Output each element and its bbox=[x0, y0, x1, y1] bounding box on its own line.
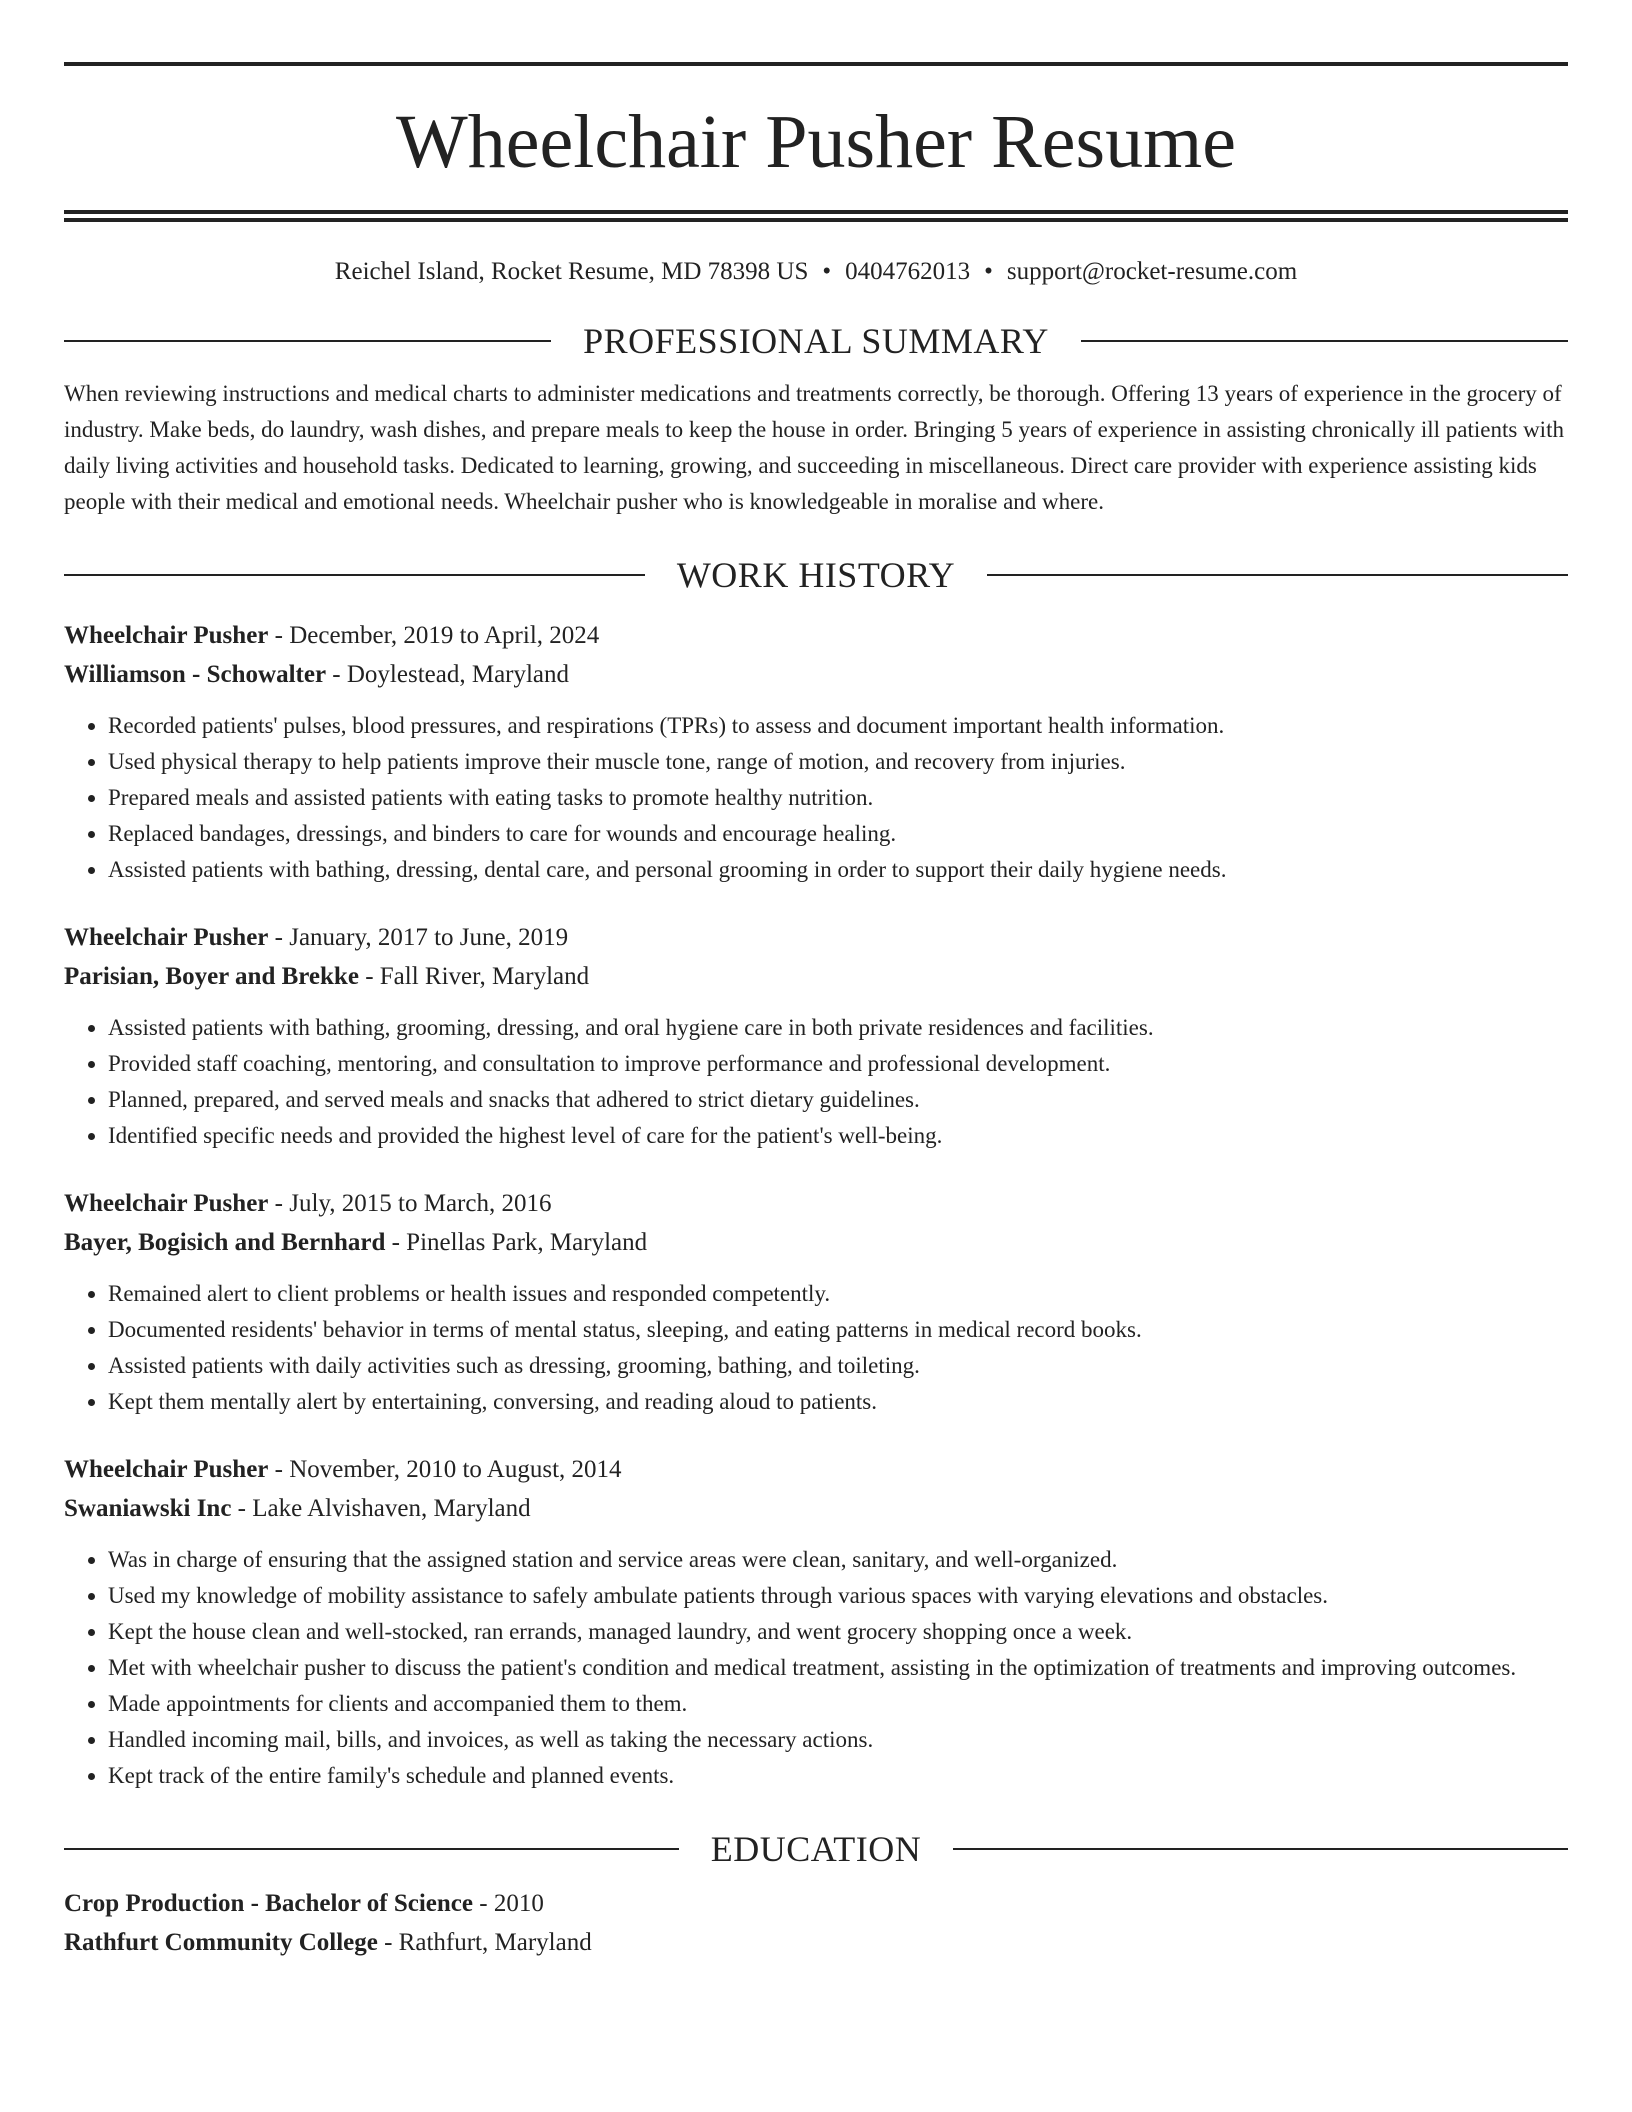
education-degree: Crop Production - Bachelor of Science bbox=[64, 1890, 473, 1917]
job-duty-item: • Recorded patients' pulses, blood pressures, and respirations (TPRs) to assess and document important health information. bbox=[108, 708, 1568, 744]
job-duties-list bbox=[64, 1276, 1568, 1420]
resume-title: Wheelchair Pusher Resume bbox=[396, 100, 1236, 184]
education-section-heading bbox=[64, 1828, 1568, 1870]
job-dates: - January, 2017 to June, 2019 bbox=[268, 924, 569, 951]
heading-rule-left bbox=[64, 340, 551, 342]
job-title: Wheelchair Pusher bbox=[64, 1190, 269, 1217]
job-title: Wheelchair Pusher bbox=[64, 622, 269, 649]
job-duty-item: • Used physical therapy to help patients improve their muscle tone, range of motion, and recovery from injuries. bbox=[108, 744, 1568, 780]
job-duty-item: • Kept the house clean and well-stocked, ran errands, managed laundry, and went grocery shopping once a week. bbox=[108, 1614, 1568, 1650]
job-title: Wheelchair Pusher bbox=[64, 924, 269, 951]
contact-separator: • bbox=[984, 258, 993, 285]
education-heading: EDUCATION bbox=[710, 1829, 922, 1869]
summary-text: When reviewing instructions and medical charts to administer medications and treatments correctly, be thorough. Offering 13 years of experience in the grocery of industry. Make beds, do laundry, wash dishes, and prepare meals to keep the house in order. Bringing 5 years of experience in assisting chronically ill patients with daily living activities and household tasks. Dedicated to learning, growing, and succeeding in miscellaneous. Direct care provider with experience assisting kids people with their medical and emotional needs. Wheelchair pusher who is knowledgeable in moralise and where. bbox=[64, 381, 1564, 514]
education-school-line bbox=[64, 1923, 1568, 1962]
contact-separator: • bbox=[822, 258, 832, 285]
job-entry bbox=[64, 1450, 1568, 1794]
heading-rule-right bbox=[987, 574, 1568, 576]
job-entry bbox=[64, 616, 1568, 888]
contact-address: Reichel Island, Rocket Resume, MD 78398 US bbox=[334, 258, 809, 285]
job-duties-list bbox=[64, 1542, 1568, 1794]
job-location: - Pinellas Park, Maryland bbox=[385, 1229, 648, 1256]
job-duty-item: • Was in charge of ensuring that the assigned station and service areas were clean, sanitary, and well-organized. bbox=[108, 1542, 1568, 1578]
job-duty-item: • Handled incoming mail, bills, and invoices, as well as taking the necessary actions. bbox=[108, 1722, 1568, 1758]
job-location: - Lake Alvishaven, Maryland bbox=[231, 1495, 531, 1522]
job-duty-item: • Remained alert to client problems or health issues and responded competently. bbox=[108, 1276, 1568, 1312]
job-duty-item: • Made appointments for clients and accompanied them to them. bbox=[108, 1686, 1568, 1722]
job-company-line bbox=[64, 655, 1568, 694]
job-duty-item: • Assisted patients with bathing, dressing, dental care, and personal grooming in order to support their daily hygiene needs. bbox=[108, 852, 1568, 888]
job-duty-item: • Documented residents' behavior in terms of mental status, sleeping, and eating patterns in medical record books. bbox=[108, 1312, 1568, 1348]
contact-email: support@rocket-resume.com bbox=[1006, 258, 1298, 285]
job-company-line bbox=[64, 1223, 1568, 1262]
job-title: Wheelchair Pusher bbox=[64, 1456, 269, 1483]
education-school: Rathfurt Community College bbox=[64, 1929, 378, 1956]
job-duty-item: • Assisted patients with daily activities such as dressing, grooming, bathing, and toileting. bbox=[108, 1348, 1568, 1384]
job-duty-item: • Kept them mentally alert by entertaining, conversing, and reading aloud to patients. bbox=[108, 1384, 1568, 1420]
top-rule bbox=[64, 62, 1568, 66]
job-location: - Doylestead, Maryland bbox=[326, 661, 570, 688]
job-entry bbox=[64, 918, 1568, 1154]
summary-section-heading bbox=[64, 320, 1568, 362]
job-location: - Fall River, Maryland bbox=[358, 963, 590, 990]
job-title-line bbox=[64, 918, 1568, 957]
job-duty-item: • Assisted patients with bathing, grooming, dressing, and oral hygiene care in both private residences and facilities. bbox=[108, 1010, 1568, 1046]
contact-phone: 0404762013 bbox=[845, 258, 971, 285]
contact-line bbox=[64, 258, 1568, 286]
job-duty-item: • Prepared meals and assisted patients with eating tasks to promote healthy nutrition. bbox=[108, 780, 1568, 816]
job-duty-item: • Met with wheelchair pusher to discuss the patient's condition and medical treatment, assisting in the optimization of treatments and improving outcomes. bbox=[108, 1650, 1568, 1686]
job-company-line bbox=[64, 957, 1568, 996]
heading-rule-right bbox=[953, 1848, 1568, 1850]
job-company: Williamson - Schowalter bbox=[64, 661, 327, 688]
job-title-line bbox=[64, 1450, 1568, 1489]
job-duties-list bbox=[64, 708, 1568, 888]
job-dates: - November, 2010 to August, 2014 bbox=[268, 1456, 622, 1483]
job-company: Parisian, Boyer and Brekke bbox=[64, 963, 359, 990]
job-duty-item: • Used my knowledge of mobility assistance to safely ambulate patients through various spaces with varying elevations and obstacles. bbox=[108, 1578, 1568, 1614]
job-duties-list bbox=[64, 1010, 1568, 1154]
job-title-line bbox=[64, 616, 1568, 655]
job-dates: - July, 2015 to March, 2016 bbox=[268, 1190, 552, 1217]
job-duty-item: • Provided staff coaching, mentoring, and consultation to improve performance and professional development. bbox=[108, 1046, 1568, 1082]
job-list bbox=[64, 616, 1568, 1794]
heading-rule-left bbox=[64, 574, 645, 576]
title-double-rule bbox=[64, 210, 1568, 222]
job-title-line bbox=[64, 1184, 1568, 1223]
education-entry bbox=[64, 1884, 1568, 1962]
work-section-heading bbox=[64, 554, 1568, 596]
job-dates: - December, 2019 to April, 2024 bbox=[268, 622, 600, 649]
job-duty-item: • Planned, prepared, and served meals and snacks that adhered to strict dietary guidelines. bbox=[108, 1082, 1568, 1118]
job-company: Bayer, Bogisich and Bernhard bbox=[64, 1229, 386, 1256]
job-company: Swaniawski Inc bbox=[64, 1495, 232, 1522]
work-heading: WORK HISTORY bbox=[676, 555, 956, 595]
education-year: - 2010 bbox=[473, 1890, 544, 1917]
job-company-line bbox=[64, 1489, 1568, 1528]
job-duty-item: • Replaced bandages, dressings, and binders to care for wounds and encourage healing. bbox=[108, 816, 1568, 852]
job-entry bbox=[64, 1184, 1568, 1420]
job-duty-item: • Kept track of the entire family's schedule and planned events. bbox=[108, 1758, 1568, 1794]
job-duty-item: • Identified specific needs and provided the highest level of care for the patient's well-being. bbox=[108, 1118, 1568, 1154]
heading-rule-right bbox=[1081, 340, 1568, 342]
summary-heading: PROFESSIONAL SUMMARY bbox=[583, 321, 1049, 361]
heading-rule-left bbox=[64, 1848, 679, 1850]
education-degree-line bbox=[64, 1884, 1568, 1923]
education-location: - Rathfurt, Maryland bbox=[377, 1929, 592, 1956]
